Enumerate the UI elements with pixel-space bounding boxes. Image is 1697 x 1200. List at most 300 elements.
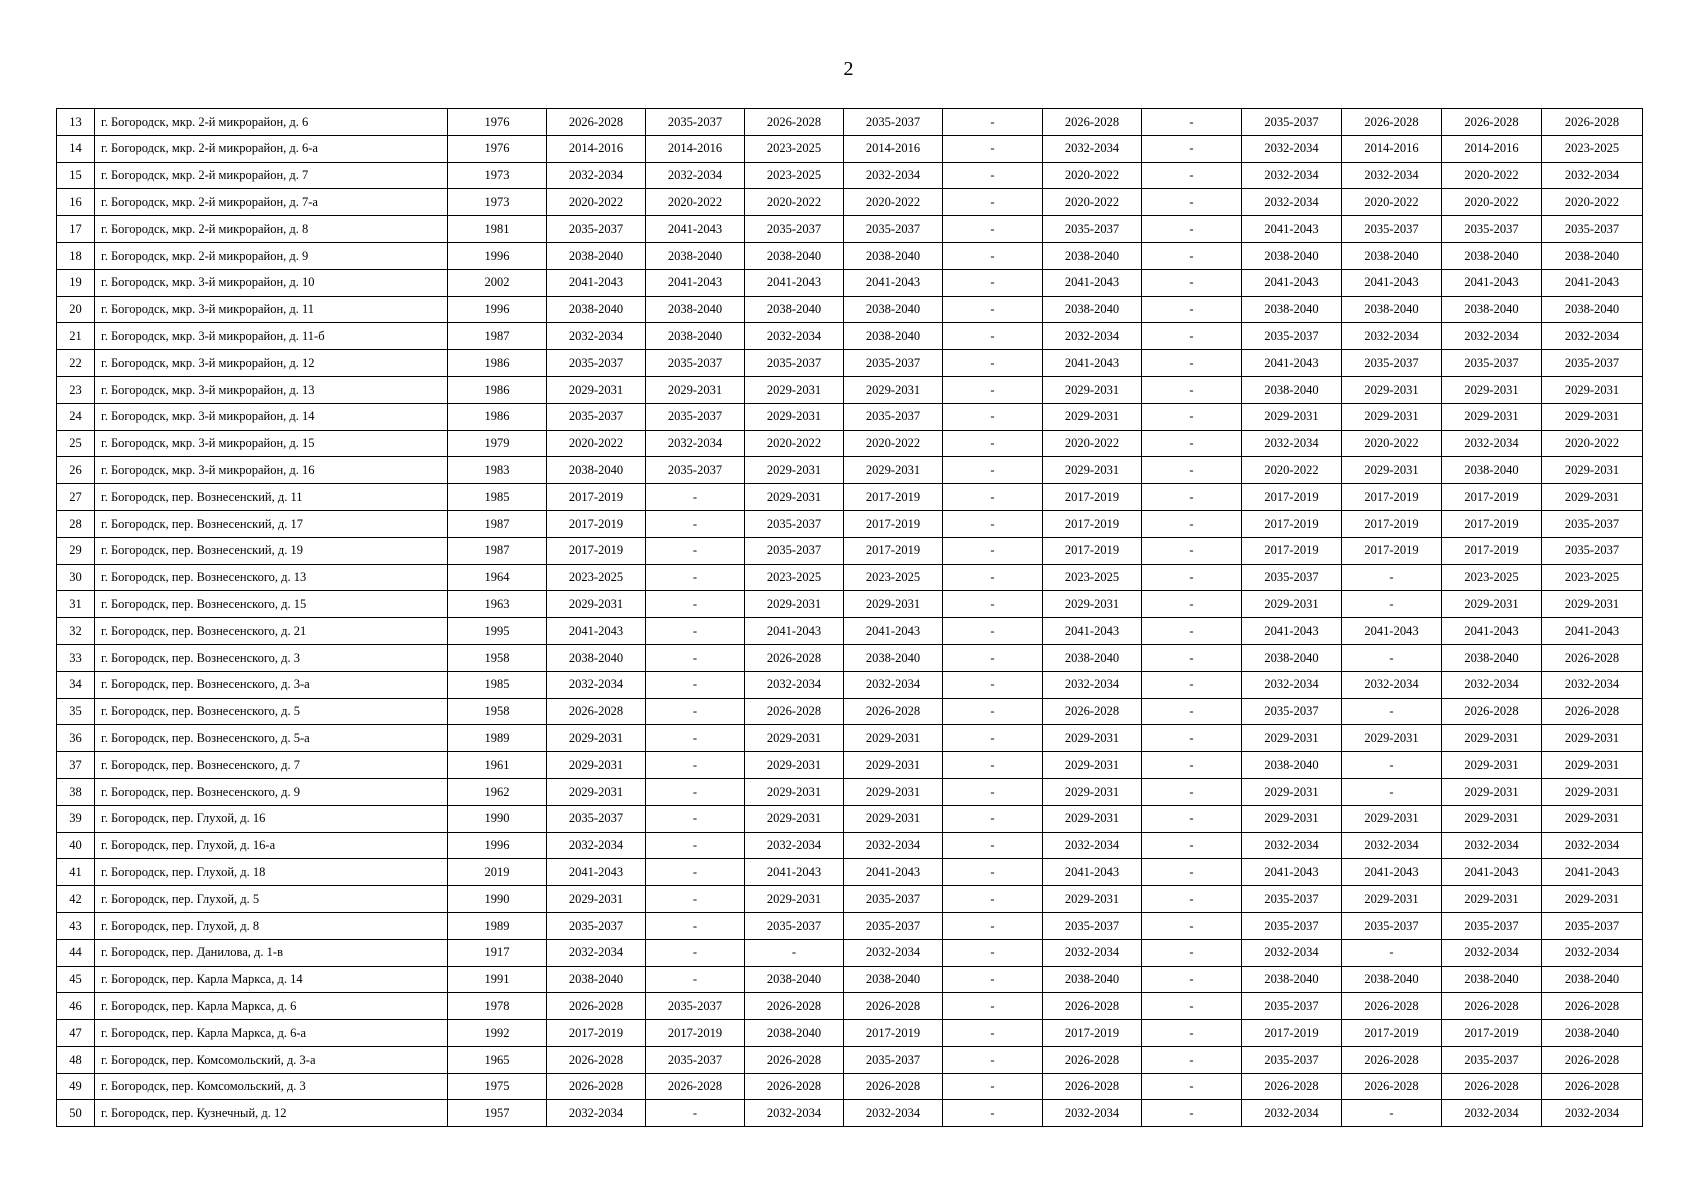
period-cell: 2032-2034 xyxy=(1242,430,1342,457)
table-row xyxy=(57,1100,1643,1127)
period-cell: 2032-2034 xyxy=(1442,430,1542,457)
period-cell: - xyxy=(943,939,1043,966)
period-cell: 2023-2025 xyxy=(1542,564,1643,591)
period-cell: 2026-2028 xyxy=(1342,1073,1442,1100)
period-cell: 2029-2031 xyxy=(844,752,943,779)
year-cell: 1985 xyxy=(448,484,547,511)
period-cell: 2026-2028 xyxy=(844,1073,943,1100)
period-cell: 2029-2031 xyxy=(745,484,844,511)
period-cell: - xyxy=(1142,564,1242,591)
period-cell: 2029-2031 xyxy=(1242,805,1342,832)
address-cell: г. Богородск, пер. Вознесенского, д. 3 xyxy=(95,644,448,671)
table-row xyxy=(57,752,1643,779)
table-row xyxy=(57,966,1643,993)
period-cell: - xyxy=(1142,323,1242,350)
year-cell: 1996 xyxy=(448,242,547,269)
period-cell: - xyxy=(943,537,1043,564)
period-cell: 2029-2031 xyxy=(1542,805,1643,832)
period-cell: 2017-2019 xyxy=(1043,510,1142,537)
period-cell: - xyxy=(1142,805,1242,832)
period-cell: 2026-2028 xyxy=(1542,993,1643,1020)
row-number-cell: 33 xyxy=(57,644,95,671)
period-cell: - xyxy=(1142,457,1242,484)
period-cell: 2026-2028 xyxy=(547,698,646,725)
period-cell: 2017-2019 xyxy=(1342,510,1442,537)
period-cell: - xyxy=(646,886,745,913)
table-row xyxy=(57,644,1643,671)
period-cell: - xyxy=(1142,671,1242,698)
period-cell: - xyxy=(646,966,745,993)
period-cell: - xyxy=(943,752,1043,779)
period-cell: 2041-2043 xyxy=(1242,350,1342,377)
period-cell: 2029-2031 xyxy=(1242,725,1342,752)
period-cell: 2017-2019 xyxy=(1043,1020,1142,1047)
period-cell: 2035-2037 xyxy=(1342,216,1442,243)
period-cell: 2029-2031 xyxy=(745,805,844,832)
year-cell: 1964 xyxy=(448,564,547,591)
period-cell: 2038-2040 xyxy=(547,966,646,993)
table-row xyxy=(57,564,1643,591)
period-cell: 2023-2025 xyxy=(745,162,844,189)
period-cell: - xyxy=(1142,993,1242,1020)
period-cell: 2029-2031 xyxy=(1342,725,1442,752)
period-cell: 2032-2034 xyxy=(1242,832,1342,859)
table-row xyxy=(57,189,1643,216)
period-cell: 2023-2025 xyxy=(1442,564,1542,591)
period-cell: 2029-2031 xyxy=(1242,403,1342,430)
period-cell: - xyxy=(1142,912,1242,939)
period-cell: 2041-2043 xyxy=(547,618,646,645)
period-cell: 2041-2043 xyxy=(745,859,844,886)
table-row xyxy=(57,135,1643,162)
period-cell: 2035-2037 xyxy=(1242,564,1342,591)
period-cell: 2017-2019 xyxy=(1242,1020,1342,1047)
period-cell: - xyxy=(1142,644,1242,671)
period-cell: - xyxy=(646,939,745,966)
year-cell: 1958 xyxy=(448,644,547,671)
period-cell: 2026-2028 xyxy=(745,993,844,1020)
period-cell: 2038-2040 xyxy=(1242,752,1342,779)
period-cell: 2029-2031 xyxy=(1342,886,1442,913)
period-cell: 2020-2022 xyxy=(1043,430,1142,457)
period-cell: 2035-2037 xyxy=(646,457,745,484)
period-cell: - xyxy=(1342,1100,1442,1127)
period-cell: 2029-2031 xyxy=(1542,376,1643,403)
period-cell: 2038-2040 xyxy=(1043,242,1142,269)
period-cell: - xyxy=(1342,939,1442,966)
period-cell: 2038-2040 xyxy=(844,296,943,323)
period-cell: 2029-2031 xyxy=(547,376,646,403)
row-number-cell: 25 xyxy=(57,430,95,457)
period-cell: 2032-2034 xyxy=(1342,832,1442,859)
period-cell: - xyxy=(1142,698,1242,725)
row-number-cell: 37 xyxy=(57,752,95,779)
period-cell: 2041-2043 xyxy=(646,269,745,296)
period-cell: - xyxy=(1342,644,1442,671)
table-row xyxy=(57,591,1643,618)
table-row xyxy=(57,1020,1643,1047)
period-cell: 2032-2034 xyxy=(1242,189,1342,216)
period-cell: 2041-2043 xyxy=(646,216,745,243)
period-cell: - xyxy=(943,296,1043,323)
period-cell: 2038-2040 xyxy=(1542,1020,1643,1047)
period-cell: 2035-2037 xyxy=(1542,350,1643,377)
period-cell: 2038-2040 xyxy=(547,457,646,484)
period-cell: 2035-2037 xyxy=(1542,537,1643,564)
table-row xyxy=(57,725,1643,752)
period-cell: 2035-2037 xyxy=(844,886,943,913)
period-cell: 2032-2034 xyxy=(745,832,844,859)
period-cell: 2035-2037 xyxy=(844,912,943,939)
period-cell: 2035-2037 xyxy=(1342,912,1442,939)
address-cell: г. Богородск, мкр. 3-й микрорайон, д. 12 xyxy=(95,350,448,377)
period-cell: 2029-2031 xyxy=(1442,805,1542,832)
period-cell: - xyxy=(646,671,745,698)
table-row xyxy=(57,618,1643,645)
table-row xyxy=(57,912,1643,939)
period-cell: 2029-2031 xyxy=(844,376,943,403)
year-cell: 1917 xyxy=(448,939,547,966)
year-cell: 1975 xyxy=(448,1073,547,1100)
period-cell: 2038-2040 xyxy=(1043,966,1142,993)
address-cell: г. Богородск, пер. Кузнечный, д. 12 xyxy=(95,1100,448,1127)
period-cell: 2035-2037 xyxy=(1043,912,1142,939)
year-cell: 2019 xyxy=(448,859,547,886)
period-cell: 2041-2043 xyxy=(1043,618,1142,645)
period-cell: - xyxy=(1142,778,1242,805)
period-cell: - xyxy=(943,1046,1043,1073)
address-cell: г. Богородск, мкр. 2-й микрорайон, д. 6 xyxy=(95,109,448,136)
period-cell: 2020-2022 xyxy=(1242,457,1342,484)
table-row xyxy=(57,162,1643,189)
period-cell: 2038-2040 xyxy=(1242,644,1342,671)
period-cell: 2029-2031 xyxy=(1542,484,1643,511)
row-number-cell: 35 xyxy=(57,698,95,725)
period-cell: - xyxy=(646,510,745,537)
row-number-cell: 28 xyxy=(57,510,95,537)
period-cell: - xyxy=(1142,859,1242,886)
year-cell: 1990 xyxy=(448,886,547,913)
period-cell: 2020-2022 xyxy=(844,189,943,216)
period-cell: 2023-2025 xyxy=(745,135,844,162)
address-cell: г. Богородск, мкр. 3-й микрорайон, д. 11-б xyxy=(95,323,448,350)
period-cell: - xyxy=(943,618,1043,645)
period-cell: 2032-2034 xyxy=(646,430,745,457)
row-number-cell: 29 xyxy=(57,537,95,564)
period-cell: 2017-2019 xyxy=(646,1020,745,1047)
period-cell: 2032-2034 xyxy=(1442,323,1542,350)
period-cell: 2032-2034 xyxy=(1242,1100,1342,1127)
year-cell: 1958 xyxy=(448,698,547,725)
period-cell: 2020-2022 xyxy=(1342,189,1442,216)
period-cell: - xyxy=(1142,269,1242,296)
period-cell: 2032-2034 xyxy=(1043,671,1142,698)
period-cell: - xyxy=(1142,350,1242,377)
period-cell: 2017-2019 xyxy=(844,537,943,564)
period-cell: 2038-2040 xyxy=(844,323,943,350)
period-cell: 2032-2034 xyxy=(1043,135,1142,162)
year-cell: 1973 xyxy=(448,189,547,216)
period-cell: - xyxy=(1342,752,1442,779)
period-cell: 2032-2034 xyxy=(1542,939,1643,966)
period-cell: 2029-2031 xyxy=(1342,805,1442,832)
year-cell: 1989 xyxy=(448,725,547,752)
table-row xyxy=(57,698,1643,725)
address-cell: г. Богородск, пер. Глухой, д. 5 xyxy=(95,886,448,913)
address-cell: г. Богородск, мкр. 3-й микрорайон, д. 10 xyxy=(95,269,448,296)
period-cell: - xyxy=(1142,109,1242,136)
period-cell: 2029-2031 xyxy=(745,778,844,805)
period-cell: 2029-2031 xyxy=(1342,376,1442,403)
address-cell: г. Богородск, мкр. 2-й микрорайон, д. 8 xyxy=(95,216,448,243)
period-cell: - xyxy=(943,1073,1043,1100)
period-cell: 2032-2034 xyxy=(1342,323,1442,350)
period-cell: 2038-2040 xyxy=(745,296,844,323)
row-number-cell: 41 xyxy=(57,859,95,886)
period-cell: 2017-2019 xyxy=(1242,484,1342,511)
period-cell: 2041-2043 xyxy=(1342,859,1442,886)
period-cell: 2038-2040 xyxy=(1242,242,1342,269)
period-cell: 2035-2037 xyxy=(745,537,844,564)
period-cell: 2023-2025 xyxy=(547,564,646,591)
period-cell: 2026-2028 xyxy=(1043,1046,1142,1073)
period-cell: 2020-2022 xyxy=(1442,189,1542,216)
period-cell: 2032-2034 xyxy=(547,323,646,350)
period-cell: 2038-2040 xyxy=(646,242,745,269)
row-number-cell: 48 xyxy=(57,1046,95,1073)
table-row xyxy=(57,537,1643,564)
year-cell: 1986 xyxy=(448,403,547,430)
table-row xyxy=(57,993,1643,1020)
period-cell: 2035-2037 xyxy=(844,216,943,243)
period-cell: 2026-2028 xyxy=(1542,698,1643,725)
period-cell: - xyxy=(943,376,1043,403)
period-cell: 2017-2019 xyxy=(1442,484,1542,511)
period-cell: - xyxy=(1142,510,1242,537)
period-cell: 2032-2034 xyxy=(547,162,646,189)
table-row xyxy=(57,296,1643,323)
period-cell: 2035-2037 xyxy=(646,1046,745,1073)
period-cell: - xyxy=(943,725,1043,752)
period-cell: 2014-2016 xyxy=(646,135,745,162)
row-number-cell: 42 xyxy=(57,886,95,913)
period-cell: 2026-2028 xyxy=(1342,993,1442,1020)
period-cell: 2029-2031 xyxy=(547,778,646,805)
year-cell: 1991 xyxy=(448,966,547,993)
table-row xyxy=(57,403,1643,430)
period-cell: 2026-2028 xyxy=(1442,1073,1542,1100)
period-cell: 2026-2028 xyxy=(547,993,646,1020)
period-cell: 2026-2028 xyxy=(1043,109,1142,136)
row-number-cell: 46 xyxy=(57,993,95,1020)
year-cell: 1983 xyxy=(448,457,547,484)
period-cell: 2035-2037 xyxy=(646,109,745,136)
period-cell: - xyxy=(646,778,745,805)
period-cell: 2029-2031 xyxy=(844,591,943,618)
period-cell: 2023-2025 xyxy=(745,564,844,591)
period-cell: 2038-2040 xyxy=(1242,966,1342,993)
period-cell: 2014-2016 xyxy=(547,135,646,162)
row-number-cell: 15 xyxy=(57,162,95,189)
year-cell: 1986 xyxy=(448,376,547,403)
period-cell: 2020-2022 xyxy=(1342,430,1442,457)
table-row xyxy=(57,805,1643,832)
period-cell: - xyxy=(943,1020,1043,1047)
table-row xyxy=(57,430,1643,457)
year-cell: 1965 xyxy=(448,1046,547,1073)
row-number-cell: 40 xyxy=(57,832,95,859)
period-cell: 2014-2016 xyxy=(844,135,943,162)
period-cell: - xyxy=(943,564,1043,591)
period-cell: - xyxy=(943,912,1043,939)
period-cell: 2029-2031 xyxy=(1542,403,1643,430)
period-cell: - xyxy=(1142,1100,1242,1127)
period-cell: 2017-2019 xyxy=(547,484,646,511)
period-cell: 2032-2034 xyxy=(844,1100,943,1127)
period-cell: 2032-2034 xyxy=(1442,671,1542,698)
address-cell: г. Богородск, пер. Глухой, д. 18 xyxy=(95,859,448,886)
table-row xyxy=(57,350,1643,377)
year-cell: 1996 xyxy=(448,296,547,323)
period-cell: 2026-2028 xyxy=(1542,644,1643,671)
period-cell: 2038-2040 xyxy=(547,242,646,269)
period-cell: - xyxy=(1142,725,1242,752)
period-cell: - xyxy=(646,752,745,779)
row-number-cell: 34 xyxy=(57,671,95,698)
period-cell: 2035-2037 xyxy=(1542,216,1643,243)
address-cell: г. Богородск, мкр. 2-й микрорайон, д. 7-а xyxy=(95,189,448,216)
period-cell: 2026-2028 xyxy=(547,109,646,136)
period-cell: - xyxy=(1142,966,1242,993)
address-cell: г. Богородск, пер. Глухой, д. 16-а xyxy=(95,832,448,859)
period-cell: 2032-2034 xyxy=(1442,832,1542,859)
period-cell: - xyxy=(943,644,1043,671)
period-cell: 2029-2031 xyxy=(1043,403,1142,430)
row-number-cell: 38 xyxy=(57,778,95,805)
period-cell: - xyxy=(943,135,1043,162)
period-cell: 2038-2040 xyxy=(646,323,745,350)
period-cell: 2029-2031 xyxy=(1043,778,1142,805)
period-cell: 2023-2025 xyxy=(1542,135,1643,162)
row-number-cell: 31 xyxy=(57,591,95,618)
period-cell: - xyxy=(1142,752,1242,779)
period-cell: - xyxy=(1142,537,1242,564)
period-cell: 2038-2040 xyxy=(547,296,646,323)
period-cell: 2041-2043 xyxy=(1342,269,1442,296)
period-cell: 2032-2034 xyxy=(1043,1100,1142,1127)
period-cell: 2038-2040 xyxy=(1043,644,1142,671)
row-number-cell: 21 xyxy=(57,323,95,350)
year-cell: 1973 xyxy=(448,162,547,189)
period-cell: 2026-2028 xyxy=(1442,698,1542,725)
period-cell: - xyxy=(1142,484,1242,511)
row-number-cell: 20 xyxy=(57,296,95,323)
year-cell: 1981 xyxy=(448,216,547,243)
period-cell: 2026-2028 xyxy=(745,698,844,725)
table-row xyxy=(57,109,1643,136)
period-cell: 2017-2019 xyxy=(1242,537,1342,564)
period-cell: 2029-2031 xyxy=(1043,591,1142,618)
period-cell: - xyxy=(1142,832,1242,859)
period-cell: - xyxy=(1142,1020,1242,1047)
period-cell: 2029-2031 xyxy=(745,403,844,430)
period-cell: 2029-2031 xyxy=(1342,457,1442,484)
period-cell: 2029-2031 xyxy=(745,457,844,484)
year-cell: 1987 xyxy=(448,537,547,564)
address-cell: г. Богородск, мкр. 3-й микрорайон, д. 13 xyxy=(95,376,448,403)
period-cell: - xyxy=(646,725,745,752)
period-cell: 2029-2031 xyxy=(547,886,646,913)
period-cell: - xyxy=(943,510,1043,537)
year-cell: 1986 xyxy=(448,350,547,377)
period-cell: - xyxy=(1142,296,1242,323)
period-cell: 2035-2037 xyxy=(1442,912,1542,939)
period-cell: - xyxy=(943,993,1043,1020)
row-number-cell: 50 xyxy=(57,1100,95,1127)
period-cell: - xyxy=(943,403,1043,430)
period-cell: 2020-2022 xyxy=(745,430,844,457)
address-cell: г. Богородск, мкр. 2-й микрорайон, д. 9 xyxy=(95,242,448,269)
period-cell: 2038-2040 xyxy=(547,644,646,671)
period-cell: 2020-2022 xyxy=(1442,162,1542,189)
row-number-cell: 32 xyxy=(57,618,95,645)
period-cell: 2032-2034 xyxy=(547,1100,646,1127)
period-cell: 2023-2025 xyxy=(844,564,943,591)
period-cell: 2041-2043 xyxy=(1442,859,1542,886)
period-cell: 2038-2040 xyxy=(1442,242,1542,269)
period-cell: 2029-2031 xyxy=(1442,725,1542,752)
period-cell: 2035-2037 xyxy=(547,216,646,243)
period-cell: 2026-2028 xyxy=(547,1073,646,1100)
period-cell: 2029-2031 xyxy=(547,725,646,752)
period-cell: 2041-2043 xyxy=(844,269,943,296)
period-cell: 2020-2022 xyxy=(844,430,943,457)
period-cell: - xyxy=(646,1100,745,1127)
row-number-cell: 36 xyxy=(57,725,95,752)
period-cell: 2035-2037 xyxy=(1043,216,1142,243)
row-number-cell: 19 xyxy=(57,269,95,296)
year-cell: 1978 xyxy=(448,993,547,1020)
period-cell: 2026-2028 xyxy=(1043,993,1142,1020)
period-cell: 2035-2037 xyxy=(646,403,745,430)
period-cell: 2038-2040 xyxy=(1342,966,1442,993)
period-cell: 2032-2034 xyxy=(1242,135,1342,162)
period-cell: 2029-2031 xyxy=(646,376,745,403)
page-number: 2 xyxy=(843,58,854,80)
period-cell: 2029-2031 xyxy=(1043,752,1142,779)
period-cell: - xyxy=(943,591,1043,618)
year-cell: 1987 xyxy=(448,510,547,537)
period-cell: 2038-2040 xyxy=(1542,296,1643,323)
period-cell: 2035-2037 xyxy=(547,403,646,430)
repair-schedule-table xyxy=(56,108,1643,1127)
period-cell: 2032-2034 xyxy=(1542,1100,1643,1127)
period-cell: 2038-2040 xyxy=(1342,296,1442,323)
period-cell: 2020-2022 xyxy=(1542,189,1643,216)
period-cell: 2029-2031 xyxy=(1043,725,1142,752)
period-cell: 2017-2019 xyxy=(1442,537,1542,564)
period-cell: 2026-2028 xyxy=(646,1073,745,1100)
period-cell: 2041-2043 xyxy=(547,269,646,296)
period-cell: 2029-2031 xyxy=(1542,457,1643,484)
table-row xyxy=(57,242,1643,269)
period-cell: 2029-2031 xyxy=(1442,886,1542,913)
row-number-cell: 30 xyxy=(57,564,95,591)
period-cell: 2035-2037 xyxy=(844,109,943,136)
period-cell: 2026-2028 xyxy=(745,1046,844,1073)
period-cell: - xyxy=(1342,591,1442,618)
period-cell: 2041-2043 xyxy=(1242,618,1342,645)
